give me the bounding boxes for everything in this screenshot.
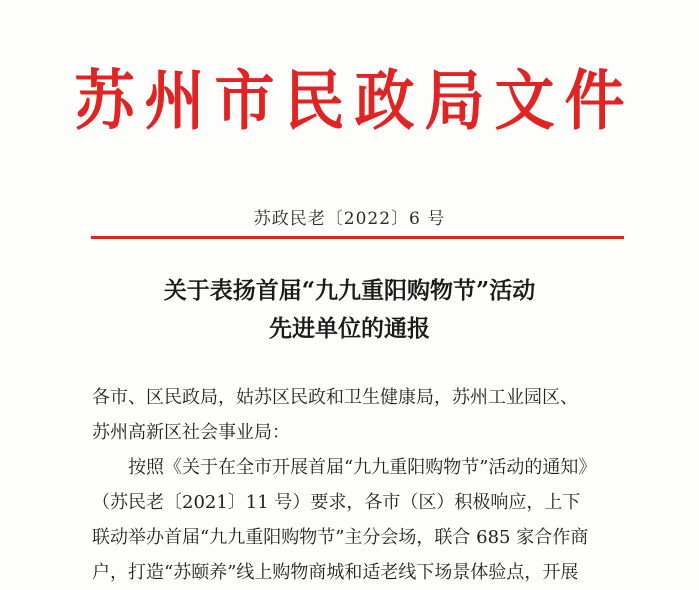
body-line-paragraph-3: 联动举办首届“九九重阳购物节”主分会场，联合 685 家合作商: [92, 527, 589, 548]
title-line-1: 关于表扬首届“九九重阳购物节”活动: [163, 277, 536, 304]
document-title: [0, 272, 699, 348]
document-number: 苏政民老〔2022〕6 号: [253, 209, 446, 229]
body-line-addressee-1: 各市、区民政局，姑苏区民政和卫生健康局，苏州工业园区、: [92, 387, 578, 408]
title-line-2: 先进单位的通报: [269, 315, 430, 342]
red-divider-rule: [91, 236, 624, 239]
body-line-addressee-2: 苏州高新区社会事业局：: [92, 422, 290, 443]
body-line-paragraph-1: 按照《关于在全市开展首届“九九重阳购物节”活动的通知》: [128, 457, 597, 478]
body-line-paragraph-2: （苏民老〔2021〕11 号）要求，各市（区）积极响应，上下: [92, 492, 581, 513]
document-masthead: 苏州市民政局文件: [74, 63, 635, 139]
body-line-paragraph-4: 户，打造“苏颐养”线上购物商城和适老线下场景体验点，开展: [92, 562, 579, 583]
document-body: [92, 380, 632, 590]
